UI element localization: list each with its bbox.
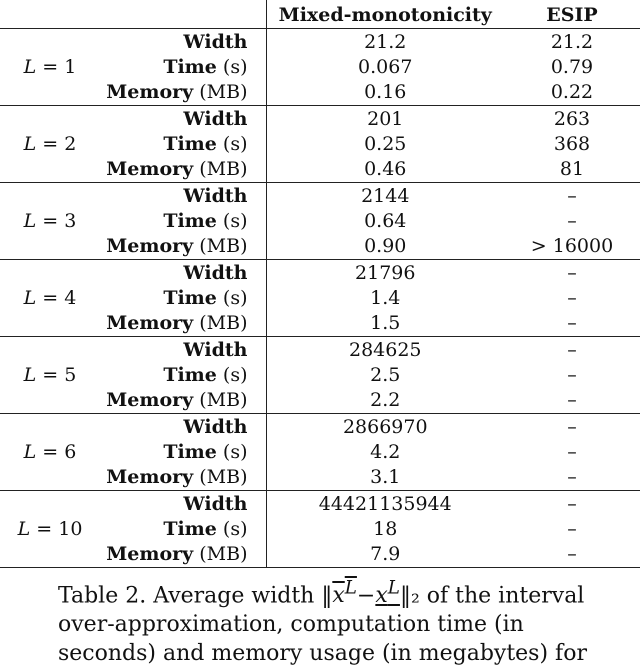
mixed-monotonicity-value: 2.2 [266, 388, 504, 414]
metric-label: Time (s) [163, 364, 248, 386]
table-row [0, 491, 640, 518]
metric-label: Width [183, 338, 248, 361]
mixed-monotonicity-value: 0.90 [266, 234, 504, 260]
metric-label: Width [183, 492, 248, 515]
metric-label: Time (s) [163, 518, 248, 540]
table-row [0, 183, 640, 210]
esip-value: – [567, 338, 577, 361]
table-row [0, 260, 640, 287]
metric-label: Memory (MB) [100, 465, 266, 491]
caption-norm: ‖₂ [399, 583, 420, 609]
mixed-monotonicity-value: 1.4 [266, 286, 504, 311]
esip-value: 263 [553, 107, 591, 130]
esip-value: – [567, 518, 577, 540]
group-label: L = 5 [0, 337, 100, 414]
metric-label: Memory (MB) [100, 80, 266, 106]
esip-value: 0.22 [504, 80, 640, 106]
mixed-monotonicity-value: 0.16 [266, 80, 504, 106]
esip-value: 0.79 [550, 56, 594, 78]
mixed-monotonicity-value: 3.1 [266, 465, 504, 491]
header-mixed-monotonicity: Mixed-monotonicity [266, 0, 504, 29]
mixed-monotonicity-value: 44421135944 [266, 491, 504, 518]
caption-upper-bound: $x^L$ [332, 578, 357, 609]
esip-value: 81 [504, 157, 640, 183]
mixed-monotonicity-value: 2144 [266, 183, 504, 210]
metric-label: Time (s) [163, 133, 248, 155]
caption-minus: − [356, 583, 376, 609]
metric-label: Width [183, 261, 248, 284]
esip-value: – [567, 287, 577, 309]
esip-value: 368 [553, 133, 591, 155]
esip-value: – [567, 184, 577, 207]
caption-prefix: Table 2. Average width ‖ [58, 583, 333, 609]
esip-value: – [567, 261, 577, 284]
mixed-monotonicity-value: 284625 [266, 337, 504, 364]
metric-label: Memory (MB) [100, 388, 266, 414]
group-label: L = 1 [0, 29, 100, 106]
metric-label: Memory (MB) [100, 234, 266, 260]
esip-value: > 16000 [504, 234, 640, 260]
esip-value: – [567, 441, 577, 463]
metric-label: Memory (MB) [100, 157, 266, 183]
metric-label: Time (s) [163, 441, 248, 463]
header-esip: ESIP [504, 0, 640, 29]
metric-label: Width [183, 107, 248, 130]
mixed-monotonicity-value: 201 [266, 106, 504, 133]
metric-label: Time (s) [163, 287, 248, 309]
mixed-monotonicity-value: 0.25 [266, 132, 504, 157]
metric-label: Width [183, 415, 248, 438]
esip-value: – [567, 210, 577, 232]
group-label: L = 2 [0, 106, 100, 183]
esip-value: – [504, 465, 640, 491]
header-empty-metric [100, 0, 266, 29]
mixed-monotonicity-value: 1.5 [266, 311, 504, 337]
esip-value: 21.2 [550, 30, 594, 53]
mixed-monotonicity-value: 18 [266, 517, 504, 542]
header-empty-l [0, 0, 100, 29]
mixed-monotonicity-value: 21.2 [266, 29, 504, 56]
esip-value: – [504, 542, 640, 568]
metric-label: Width [183, 184, 248, 207]
group-label: L = 6 [0, 414, 100, 491]
metric-label: Memory (MB) [100, 542, 266, 568]
mixed-monotonicity-value: 0.067 [266, 55, 504, 80]
group-label: L = 4 [0, 260, 100, 337]
metric-label: Time (s) [163, 210, 248, 232]
metric-label: Width [183, 30, 248, 53]
esip-value: – [504, 311, 640, 337]
table-row [0, 106, 640, 133]
esip-value: – [567, 415, 577, 438]
mixed-monotonicity-value: 0.64 [266, 209, 504, 234]
table-row [0, 414, 640, 441]
mixed-monotonicity-value: 2.5 [266, 363, 504, 388]
metric-label: Time (s) [163, 56, 248, 78]
metric-label: Memory (MB) [100, 311, 266, 337]
table-row [0, 337, 640, 364]
group-label: L = 3 [0, 183, 100, 260]
esip-value: – [567, 492, 577, 515]
table-caption [58, 574, 588, 668]
mixed-monotonicity-value: 7.9 [266, 542, 504, 568]
table-row [0, 29, 640, 56]
header-row [0, 0, 640, 29]
caption-lower-bound: $x^L$ [375, 578, 400, 609]
caption-rest: of the interval over-approximation, computation time (in seconds) and memory usage (in megabytes) for [58, 583, 587, 667]
mixed-monotonicity-value: 2866970 [266, 414, 504, 441]
group-label: L = 10 [0, 491, 100, 568]
mixed-monotonicity-value: 4.2 [266, 440, 504, 465]
esip-value: – [504, 388, 640, 414]
esip-value: – [567, 364, 577, 386]
mixed-monotonicity-value: 21796 [266, 260, 504, 287]
mixed-monotonicity-value: 0.46 [266, 157, 504, 183]
